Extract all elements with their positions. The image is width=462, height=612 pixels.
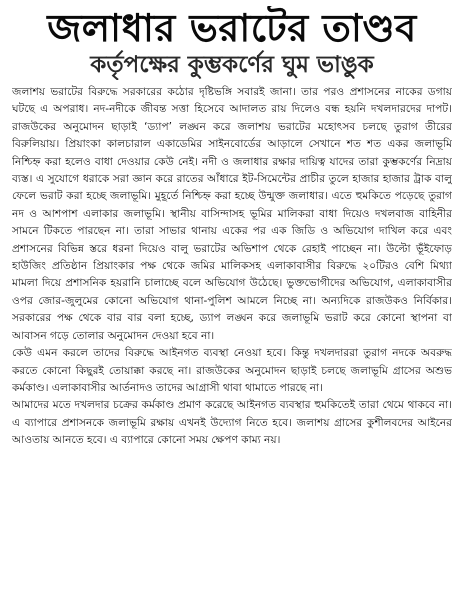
- article-body: [12, 84, 452, 602]
- paragraph-2: কেউ এমন করলে তাদের বিরুদ্ধে আইনগত ব্যবস্থা নেওয়া হবে। কিন্তু দখলদাররা তুরাগ নদকে অবরুদ্ধ করতে কোনো কিছুরই তোয়াক্কা করছে না। রাজউকের অনুমোদন ছাড়াই চলছে জলাভূমি গ্রাসের অশুভ কর্মকাণ্ড। এলাকাবাসীর আর্তনাদও তাদের আগ্রাসী থাবা থামাতে পারছে না।: [12, 347, 452, 394]
- paragraph-3: আমাদের মতে দখলদার চক্রের কর্মকাণ্ড প্রমাণ করেছে আইনগত ব্যবস্থার হুমকিতেই তারা থেমে থাকবে না।এ ব্যাপারে প্রশাসনকে জলাভূমি রক্ষায় এখনই উদ্যোগ নিতে হবে। জলাশয় গ্রাসের কুশীলবদের আইনের আওতায় আনতে হবে। এ ব্যাপারে কোনো সময় ক্ষেপণ কাম্য নয়।: [12, 399, 452, 447]
- paragraph-1: জলাশয় ভরাটের বিরুদ্ধে সরকারের কঠোর দৃষ্টিভঙ্গি সবারই জানা। তার পরও প্রশাসনের নাকের ডগায় ঘটছে এ অপরাধ। নদ-নদীকে জীবন্ত সত্তা হিসেবে আদালত রায় দিলেও বন্ধ হয়নি দখলদারদের দাপট। রাজউকের অনুমোদন ছাড়াই ‘ড্যাপ’ লঙ্ঘন করে জলাশয় ভরাটের মহোৎসব চলছে তুরাগ তীরের বিরুলিয়ায়। প্রিয়াংকা কালচারাল একাডেমির সাইনবোর্ডের আড়ালে সেখানে শত শত একর জলাভূমি নিশ্চিহ্ন করা হলেও বাধা দেওয়ার কেউ নেই। নদী ও জলাধার রক্ষার দায়িত্ব যাদের তারা কুম্ভকর্ণের নিদ্রায় ব্যস্ত। এ সুযোগে ধরাকে সরা জ্ঞান করে রাতের আঁধারে ইট-সিমেন্টের প্রাচীর তুলে হাজার হাজার ট্রাক বালু ফেলে ভরাট করা হচ্ছে জলাভূমি। মুহূর্তে নিশ্চিহ্ন করা হচ্ছে উন্মুক্ত জলাধার। এতে হুমকিতে পড়েছে তুরাগ নদ ও আশপাশ এলাকার জলাভূমি। স্থানীয় বাসিন্দাসহ ভূমির মালিকরা বাধা দিয়েও দখলবাজ বাহিনীর সামনে টিকতে পারছেন না। তারা সাভার থানায় একের পর এক জিডি ও অভিযোগ দাখিল করে এবং প্রশাসনের বিভিন্ন স্তরে ধরনা দিয়েও বালু ভরাটের অভিশাপ থেকে রেহাই পাচ্ছেন না। উল্টো ভূঁইফোড় হাউজিং প্রতিষ্ঠান প্রিয়াংকার পক্ষ থেকে জমির মালিকসহ এলাকাবাসীর বিরুদ্ধে ২০টিরও বেশি মিথ্যা মামলা দিয়ে প্রশাসনিক হয়রানি চালাচ্ছে বলে অভিযোগ উঠেছে। ভুক্তভোগীদের অভিযোগ, এলাকাবাসীর ওপর জোর-জুলুমের কোনো অভিযোগ থানা-পুলিশ আমলে নিচ্ছে না। অন্যদিকে রাজউকও নির্বিকার। সরকারের পক্ষ থেকে বার বার বলা হচ্ছে, ড্যাপ লঙ্ঘন করে জলাভূমি ভরাট করে কোনো স্থাপনা বা আবাসন গড়ে তোলার অনুমোদন দেওয়া হবে না।: [12, 86, 452, 342]
- subheadline: কর্তৃপক্ষের কুম্ভকর্ণের ঘুম ভাঙুক: [90, 52, 374, 78]
- headline: জলাধার ভরাটের তাণ্ডব: [47, 6, 417, 50]
